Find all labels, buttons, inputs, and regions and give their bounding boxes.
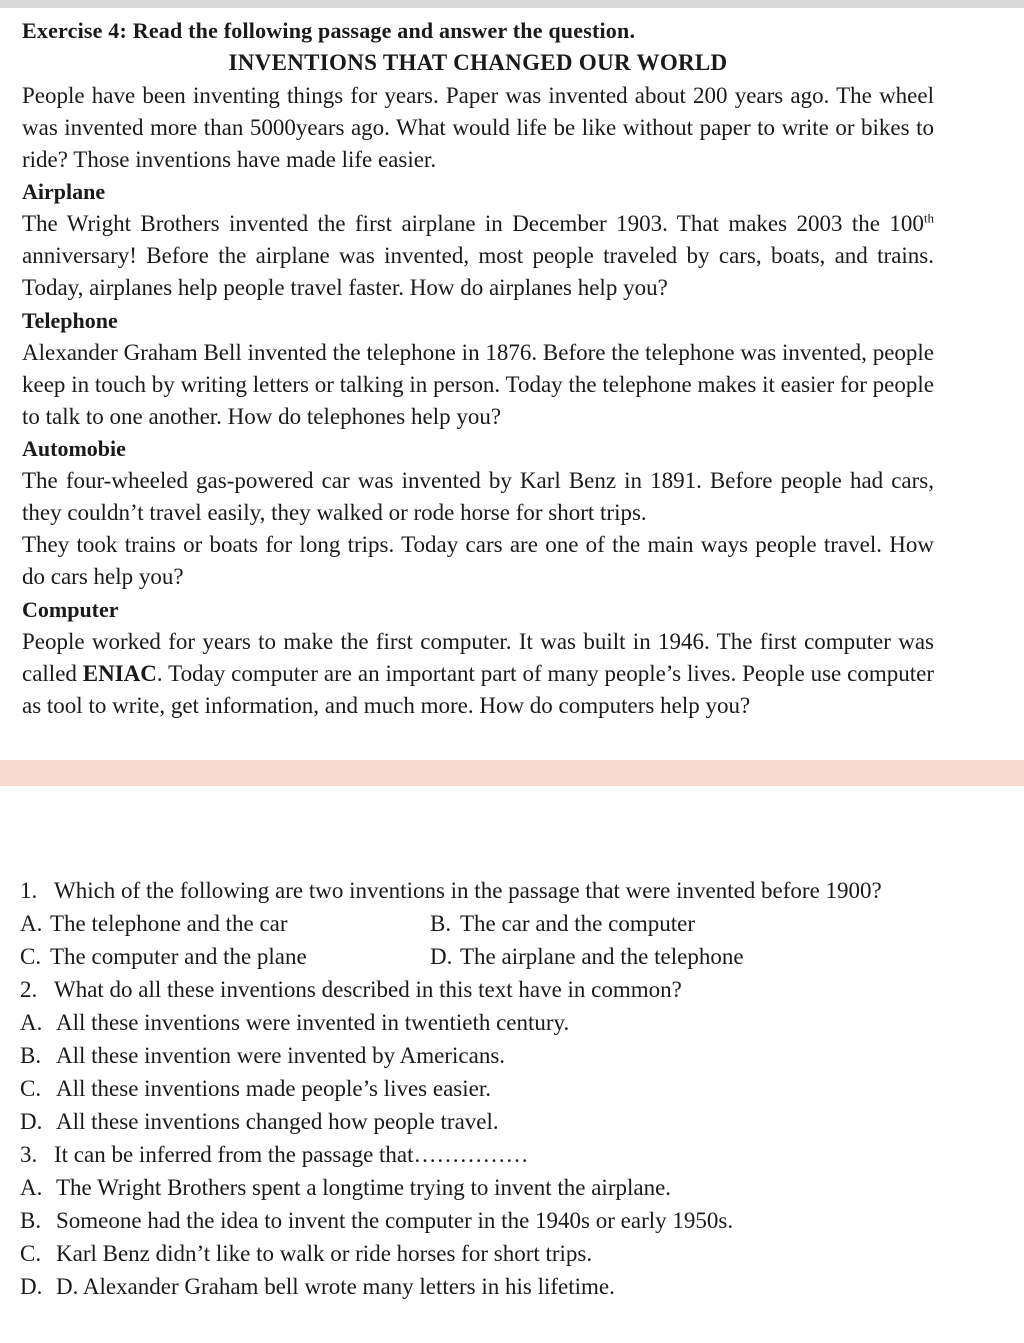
q3-c-label: C. [20, 1241, 42, 1266]
airplane-text-2: anniversary! Before the airplane was invented, most people traveled by cars, boats, and trains. Today, airplanes help people travel faster. How do airplanes help you? [22, 243, 934, 300]
q2-a-label: A. [20, 1010, 43, 1035]
airplane-paragraph [22, 208, 934, 304]
q1-option-b[interactable] [430, 907, 695, 940]
q1-option-d[interactable] [430, 940, 744, 973]
computer-heading: Computer [22, 597, 119, 622]
airplane-heading: Airplane [22, 179, 106, 204]
automobile-heading: Automobie [22, 436, 126, 461]
airplane-sup: th [923, 210, 934, 226]
q2-b-text: All these invention were invented by Americans. [56, 1043, 506, 1068]
q3-a-label: A. [20, 1175, 43, 1200]
telephone-paragraph: Alexander Graham Bell invented the telephone in 1876. Before the telephone was invented, people keep in touch by writing letters or talking in person. Today the telephone makes it easier for people to talk to one another. How do telephones help you? [22, 340, 934, 429]
q3-option-b[interactable] [20, 1204, 733, 1237]
q2-d-label: D. [20, 1109, 43, 1134]
q2-text: What do all these inventions described in this text have in common? [54, 977, 682, 1002]
automobile-paragraph-2: They took trains or boats for long trips. Today cars are one of the main ways people travel. How do cars help you? [22, 532, 934, 589]
q3-number: 3. [20, 1142, 38, 1167]
question-1 [20, 874, 882, 907]
q2-d-text: All these inventions changed how people travel. [56, 1109, 499, 1134]
q1-d-text: The airplane and the telephone [460, 944, 744, 969]
q2-a-text: All these inventions were invented in twentieth century. [56, 1010, 570, 1035]
q3-c-text: Karl Benz didn’t like to walk or ride horses for short trips. [56, 1241, 593, 1266]
q2-c-text: All these inventions made people’s lives easier. [56, 1076, 491, 1101]
computer-text-1: People worked for years to make the first computer. It was built in 1946. The first computer was called [22, 629, 934, 686]
q2-b-label: B. [20, 1043, 42, 1068]
divider-band [0, 760, 1024, 786]
q1-d-label: D. [430, 944, 453, 969]
q3-text: It can be inferred from the passage that…………… [54, 1142, 529, 1167]
q1-c-label: C. [20, 944, 42, 969]
q2-option-d[interactable] [20, 1105, 499, 1138]
airplane-text-1: The Wright Brothers invented the first airplane in December 1903. That makes 2003 the 100 [22, 211, 924, 236]
exercise-heading: Exercise 4: Read the following passage and answer the question. [22, 18, 636, 43]
computer-paragraph [22, 626, 934, 722]
passage-title: INVENTIONS THAT CHANGED OUR WORLD [228, 50, 728, 75]
q1-a-text: The telephone and the car [50, 911, 288, 936]
q1-option-c[interactable] [20, 940, 307, 973]
q3-d-label: D. [20, 1274, 43, 1299]
computer-text-2: . Today computer are an important part of many people’s lives. People use computer as tool to write, get information, and much more. How do computers help you? [22, 661, 934, 718]
q1-b-label: B. [430, 911, 452, 936]
q3-option-a[interactable] [20, 1171, 671, 1204]
question-2 [20, 973, 682, 1006]
q1-c-text: The computer and the plane [50, 944, 307, 969]
q1-number: 1. [20, 878, 38, 903]
eniac-bold: ENIAC [82, 661, 157, 686]
question-3 [20, 1138, 529, 1171]
automobile-paragraph-1: The four-wheeled gas-powered car was invented by Karl Benz in 1891. Before people had cars, they couldn’t travel easily, they walked or rode horse for short trips. [22, 468, 934, 525]
q3-option-d[interactable] [20, 1270, 615, 1303]
telephone-heading: Telephone [22, 308, 118, 333]
q1-b-text: The car and the computer [460, 911, 695, 936]
q1-text: Which of the following are two inventions in the passage that were invented before 1900? [54, 878, 882, 903]
intro-paragraph: People have been inventing things for years. Paper was invented about 200 years ago. The wheel was invented more than 5000years ago. What would life be like without paper to write or bikes to ride? Those inventions have made life easier. [22, 83, 934, 172]
q3-b-text: Someone had the idea to invent the computer in the 1940s or early 1950s. [56, 1208, 734, 1233]
top-rule [0, 0, 1024, 8]
q2-option-a[interactable] [20, 1006, 569, 1039]
q1-a-label: A. [20, 911, 43, 936]
q2-option-b[interactable] [20, 1039, 505, 1072]
q2-option-c[interactable] [20, 1072, 491, 1105]
q2-c-label: C. [20, 1076, 42, 1101]
q3-a-text: The Wright Brothers spent a longtime trying to invent the airplane. [56, 1175, 672, 1200]
q3-d-text: D. Alexander Graham bell wrote many letters in his lifetime. [56, 1274, 615, 1299]
q3-b-label: B. [20, 1208, 42, 1233]
q1-option-a[interactable] [20, 907, 288, 940]
q3-option-c[interactable] [20, 1237, 592, 1270]
q2-number: 2. [20, 977, 38, 1002]
